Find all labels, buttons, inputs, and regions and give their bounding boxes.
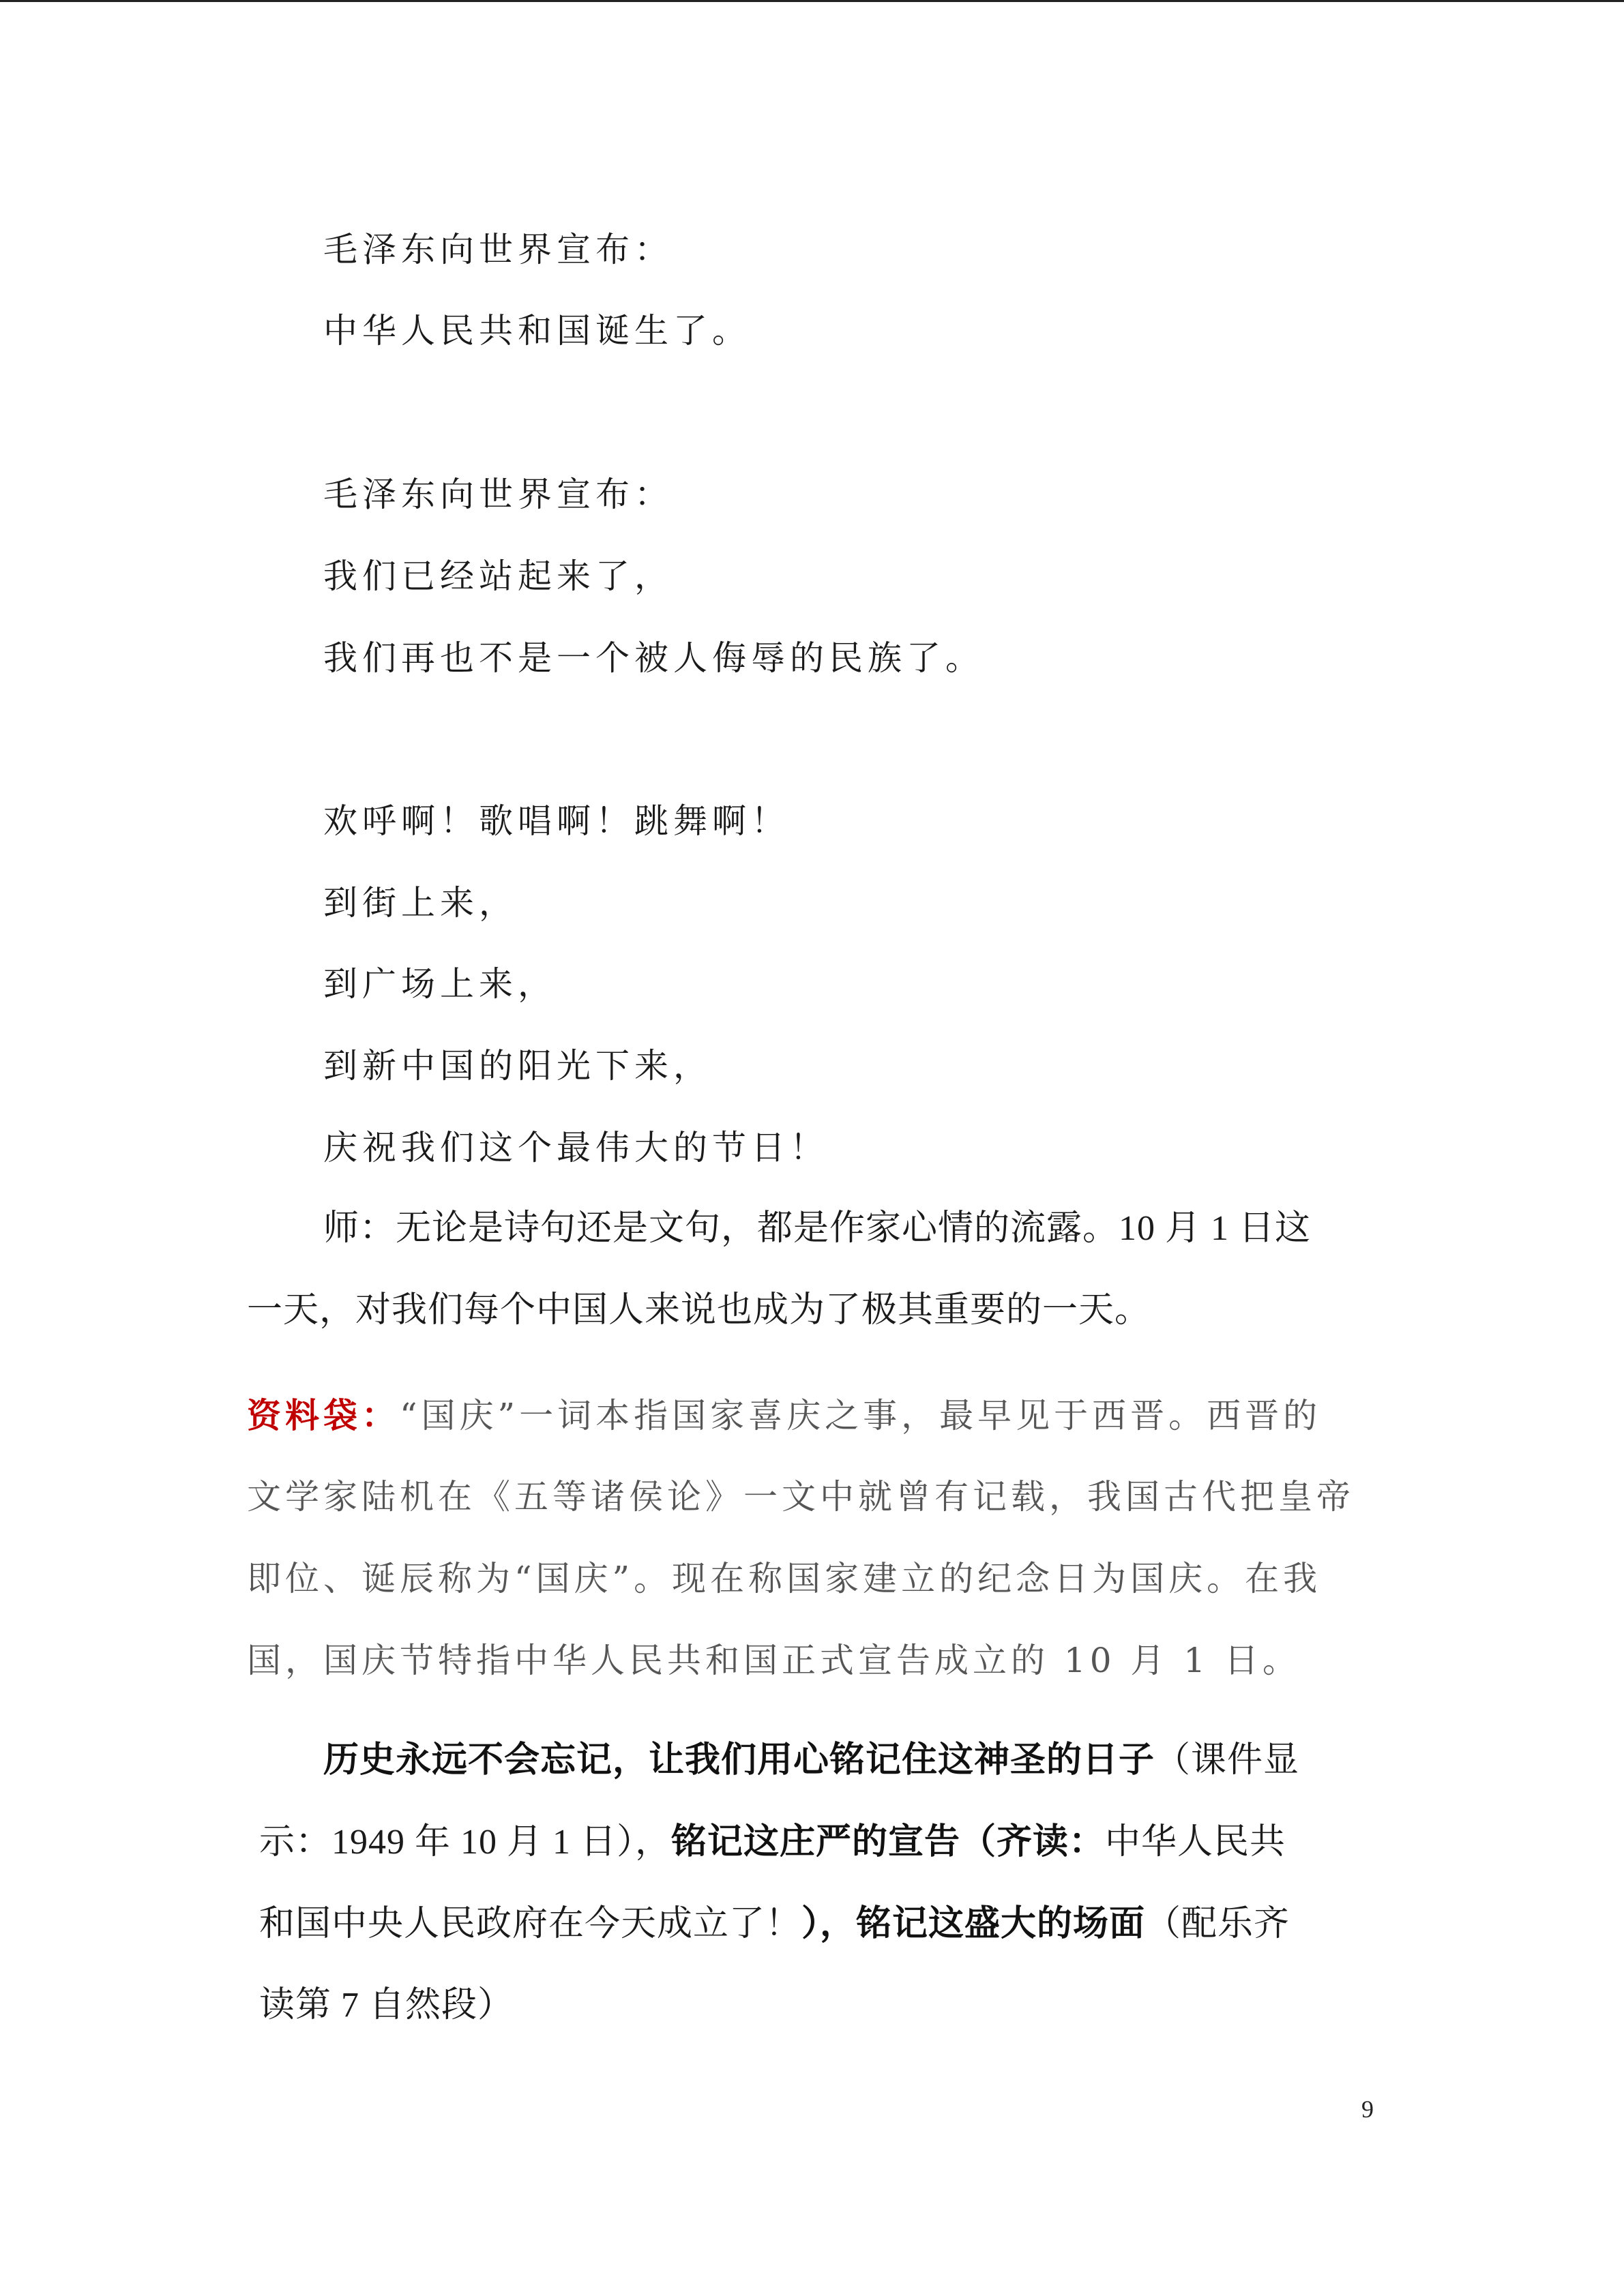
teacher-line-2: 一天，对我们每个中国人来说也成为了极其重要的一天。 (247, 1291, 1151, 1330)
history-normal-3b: （配乐齐 (1145, 1905, 1290, 1943)
reference-line-4: 国，国庆节特指中华人民共和国正式宣告成立的 10 月 1 日。 (247, 1641, 1301, 1680)
history-normal-3: 和国中央人民政府在今天成立了！ (259, 1905, 802, 1943)
poem-line-4: 我们已经站起来了， (323, 556, 673, 596)
poem-line-8: 到广场上来， (323, 964, 557, 1004)
history-bold-1: 历史永远不会忘记，让我们用心铭记住这神圣的日子 (323, 1741, 1155, 1780)
page-number: 9 (1361, 2096, 1374, 2123)
history-normal-2: 示：1949 年 10 月 1 日）， (259, 1823, 672, 1862)
top-rule (0, 0, 1624, 2)
history-line-3 (259, 1904, 1290, 1945)
poem-line-5: 我们再也不是一个被人侮辱的民族了。 (323, 638, 984, 678)
reference-line-1 (247, 1395, 1321, 1436)
poem-line-2: 中华人民共和国诞生了。 (323, 311, 751, 351)
reference-text-1: “国庆”一词本指国家喜庆之事，最早见于西晋。西晋的 (400, 1396, 1322, 1435)
poem-line-7: 到街上来， (323, 883, 518, 923)
poem-line-1: 毛泽东向世界宣布： (323, 230, 673, 269)
history-normal-1: （课件显 (1155, 1741, 1300, 1780)
history-bold-2: 铭记这庄严的宣告（齐读： (671, 1823, 1106, 1862)
teacher-line-1: 师：无论是诗句还是文句，都是作家心情的流露。10 月 1 日这 (323, 1209, 1312, 1248)
history-line-4: 读第 7 自然段） (259, 1986, 514, 2025)
history-bold-3: ），铭记这盛大的场面 (801, 1905, 1146, 1943)
reference-line-2: 文学家陆机在《五等诸侯论》一文中就曾有记载，我国古代把皇帝 (247, 1477, 1355, 1517)
history-line-2 (259, 1822, 1286, 1863)
poem-line-9: 到新中国的阳光下来， (323, 1046, 712, 1086)
poem-line-3: 毛泽东向世界宣布： (323, 475, 673, 514)
reference-label: 资料袋： (247, 1395, 400, 1435)
history-line-1 (323, 1740, 1299, 1781)
poem-line-10: 庆祝我们这个最伟大的节日！ (323, 1128, 829, 1167)
history-normal-2b: 中华人民共 (1105, 1823, 1286, 1862)
poem-line-6: 欢呼啊！歌唱啊！跳舞啊！ (323, 801, 790, 841)
reference-line-3: 即位、诞辰称为“国庆”。现在称国家建立的纪念日为国庆。在我 (247, 1559, 1322, 1598)
